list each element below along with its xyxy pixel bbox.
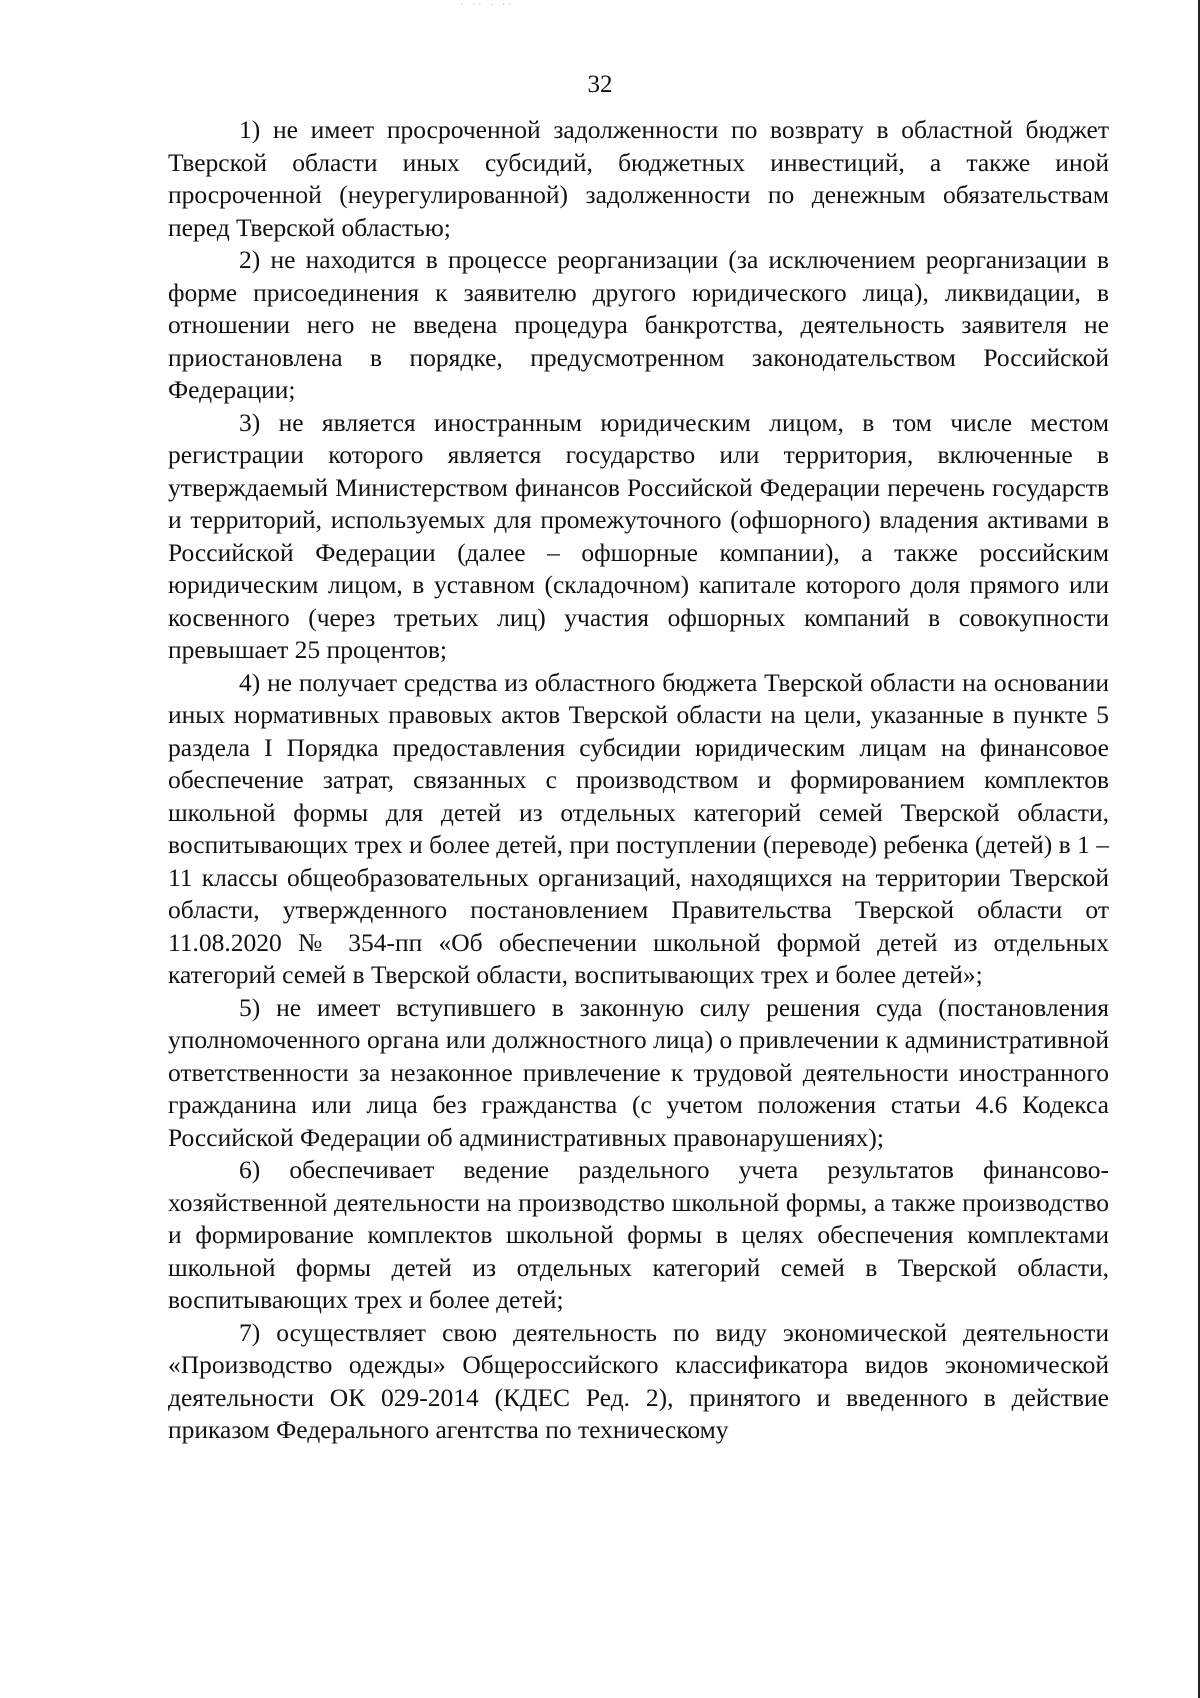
paragraph-item-4: 4) не получает средства из областного бюджета Тверской области на основании иных нормативных правовых актов Тверской области на цели, указанные в пункте 5 раздела I Порядка предоставления субсидии юридическим лицам на финансовое обеспечение затрат, связанных с производством и формированием комплектов школьной формы для детей из отдельных категорий семей Тверской области, воспитывающих трех и более детей, при поступлении (переводе) ребенка (детей) в 1 – 11 классы общеобразовательных организаций, находящихся на территории Тверской области, утвержденного постановлением Правительства Тверской области от 11.08.2020 № 354-пп «Об обеспечении школьной формой детей из отдельных категорий семей в Тверской области, воспитывающих трех и более детей»; [168,667,1109,989]
page-number: 32 [587,71,613,98]
paragraph-item-1: 1) не имеет просроченной задолженности по возврату в областной бюджет Тверской области иных субсидий, бюджетных инвестиций, а также иной просроченной (неурегулированной) задолженности по денежным обязательствам перед Тверской областью; [168,115,1109,242]
paragraph-item-2: 2) не находится в процессе реорганизации (за исключением реорганизации в форме присоединения к заявителю другого юридического лица), ликвидации, в отношении него не введена процедура банкротства, деятельность заявителя не приостановлена в порядке, предусмотренном законодательством Российской Федерации; [168,245,1109,404]
paragraph-item-3: 3) не является иностранным юридическим лицом, в том числе местом регистрации которого является государство или территория, включенные в утверждаемый Министерством финансов Российской Федерации перечень государств и территорий, используемых для промежуточного (офшорного) владения активами в Российской Федерации (далее – офшорные компании), а также российским юридическим лицом, в уставном (складочном) капитале которого доля прямого или косвенного (через третьих лиц) участия офшорных компаний в совокупности превышает 25 процентов; [168,407,1109,664]
scan-noise: · ·· · ·· [460,0,515,11]
document-body [168,114,1109,1447]
paragraph-item-6: 6) обеспечивает ведение раздельного учета результатов финансово-хозяйственной деятельности на производство школьной формы, а также производство и формирование комплектов школьной формы в целях обеспечения комплектами школьной формы детей из отдельных категорий семей в Тверской области, воспитывающих трех и более детей; [168,1155,1109,1314]
paragraph-item-5: 5) не имеет вступившего в законную силу решения суда (постановления уполномоченного органа или должностного лица) о привлечении к административной ответственности за незаконное привлечение к трудовой деятельности иностранного гражданина или лица без гражданства (с учетом положения статьи 4.6 Кодекса Российской Федерации об административных правонарушениях); [168,992,1109,1152]
paragraph-item-7: 7) осуществляет свою деятельность по виду экономической деятельности «Производство одежды» Общероссийского классификатора видов экономической деятельности ОК 029-2014 (КДЕС Ред. 2), принятого и введенного в действие приказом Федерального агентства по техническому [168,1317,1109,1444]
